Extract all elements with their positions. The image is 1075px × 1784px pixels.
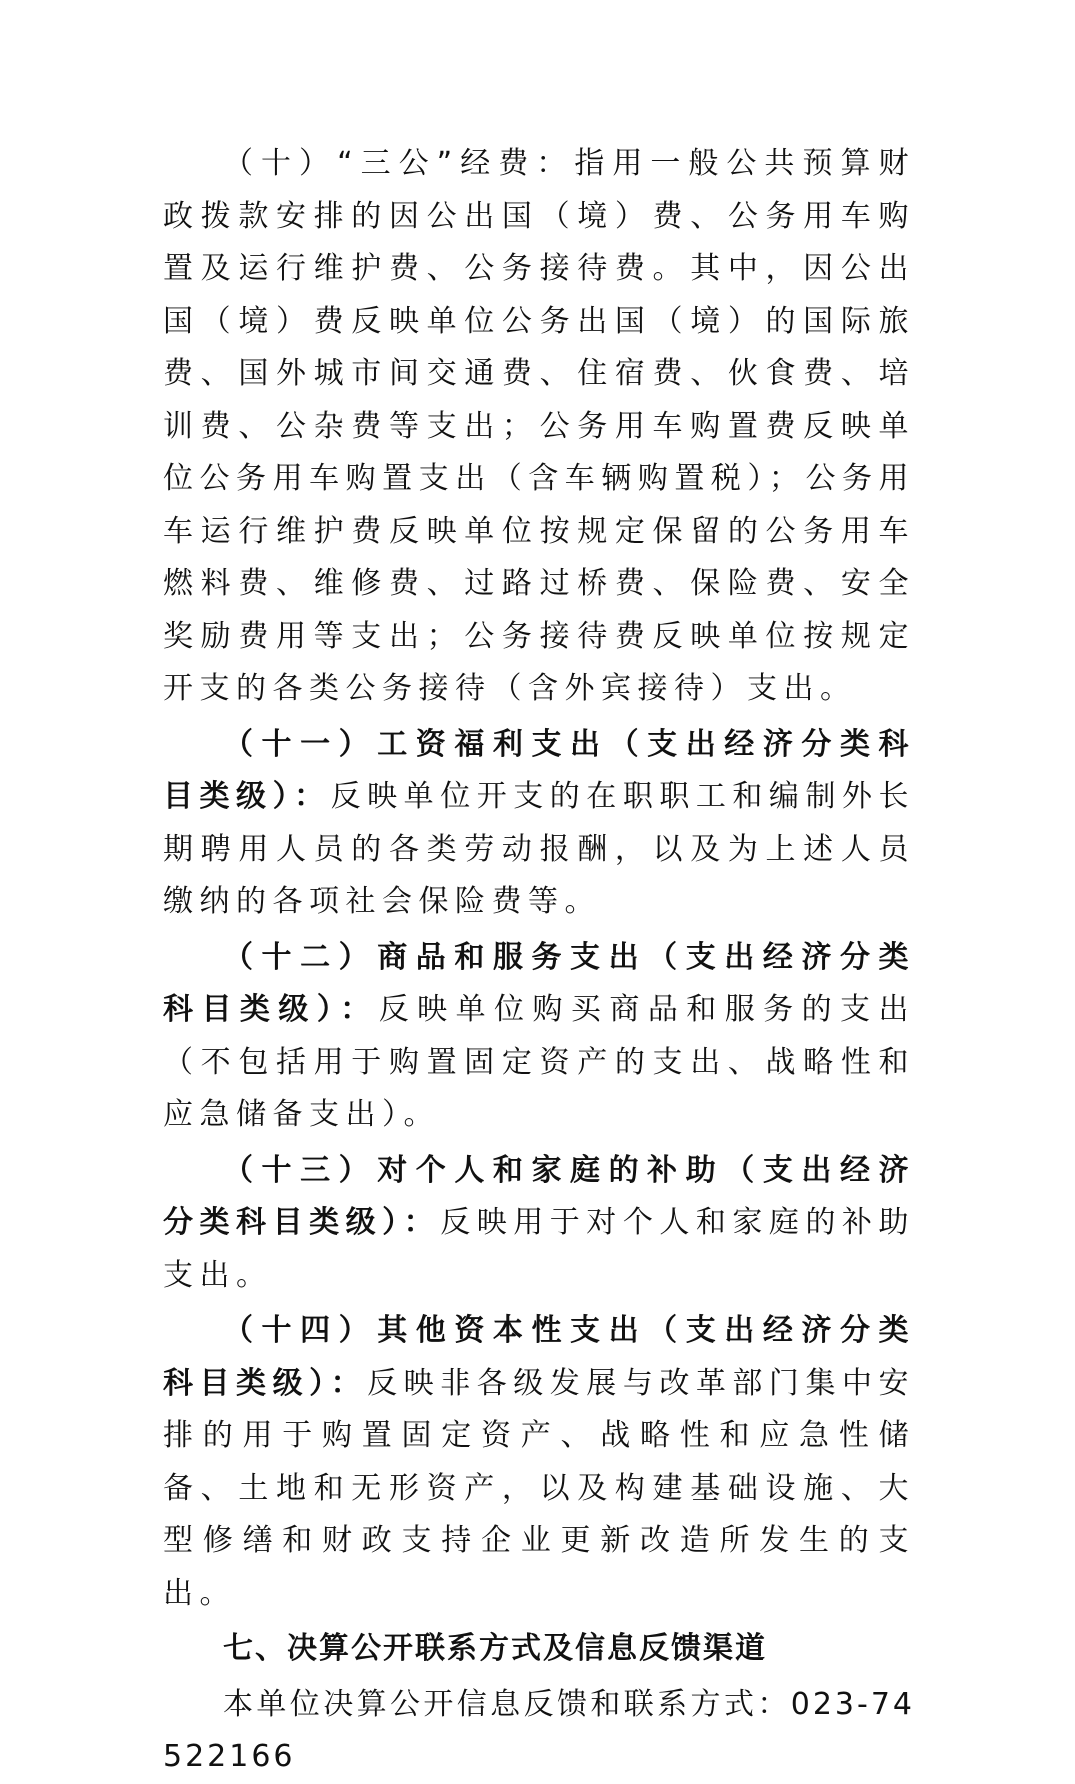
- paragraph-wages-welfare: [163, 719, 915, 929]
- paragraph-text: 反映非各级发展与改革部门集中安排的用于购置固定资产、战略性和应急性储备、土地和无形资产，以及构建基础设施、大型修缮和财政支持企业更新改造所发生的支出。: [163, 1365, 916, 1611]
- section-heading: 七、决算公开联系方式及信息反馈渠道: [223, 1631, 767, 1666]
- paragraph-lead: （十二）商品和服务支出（支出经济分类科目类级）：: [163, 939, 915, 1027]
- paragraph-household-subsidies: [163, 1145, 915, 1303]
- paragraph-other-capital: [163, 1305, 915, 1620]
- document-body: [163, 138, 915, 1784]
- paragraph-goods-services: [163, 932, 915, 1142]
- paragraph-lead: （十四）其他资本性支出（支出经济分类科目类级）：: [163, 1313, 915, 1401]
- paragraph-lead: （十一）工资福利支出（支出经济分类科目类级）：: [163, 726, 915, 814]
- paragraph-lead: （十三）对个人和家庭的补助（支出经济分类科目类级）：: [163, 1152, 915, 1240]
- paragraph-text: 指用一般公共预算财政拨款安排的因公出国（境）费、公务用车购置及运行维护费、公务接待费。其中，因公出国（境）费反映单位公务出国（境）的国际旅费、国外城市间交通费、住宿费、伙食费、培训费、公杂费等支出；公务用车购置费反映单位公务用车购置支出（含车辆购置税）；公务用车运行维护费反映单位按规定保留的公务用车燃料费、维修费、过路过桥费、保险费、安全奖励费用等支出；公务接待费反映单位按规定开支的各类公务接待（含外宾接待）支出。: [163, 146, 915, 706]
- contact-line: 本单位决算公开信息反馈和联系方式：023-74522166: [163, 1686, 915, 1774]
- paragraph-sangong-expenses: [163, 138, 915, 716]
- paragraph-text: 反映单位开支的在职职工和编制外长期聘用人员的各类劳动报酬，以及为上述人员缴纳的各项社会保险费等。: [163, 779, 915, 919]
- paragraph-text: 反映单位购买商品和服务的支出（不包括用于购置固定资产的支出、战略性和应急储备支出）。: [163, 992, 916, 1132]
- paragraph-lead: （十）“三公”经费：: [223, 146, 575, 181]
- paragraph-text: 反映用于对个人和家庭的补助支出。: [163, 1205, 916, 1293]
